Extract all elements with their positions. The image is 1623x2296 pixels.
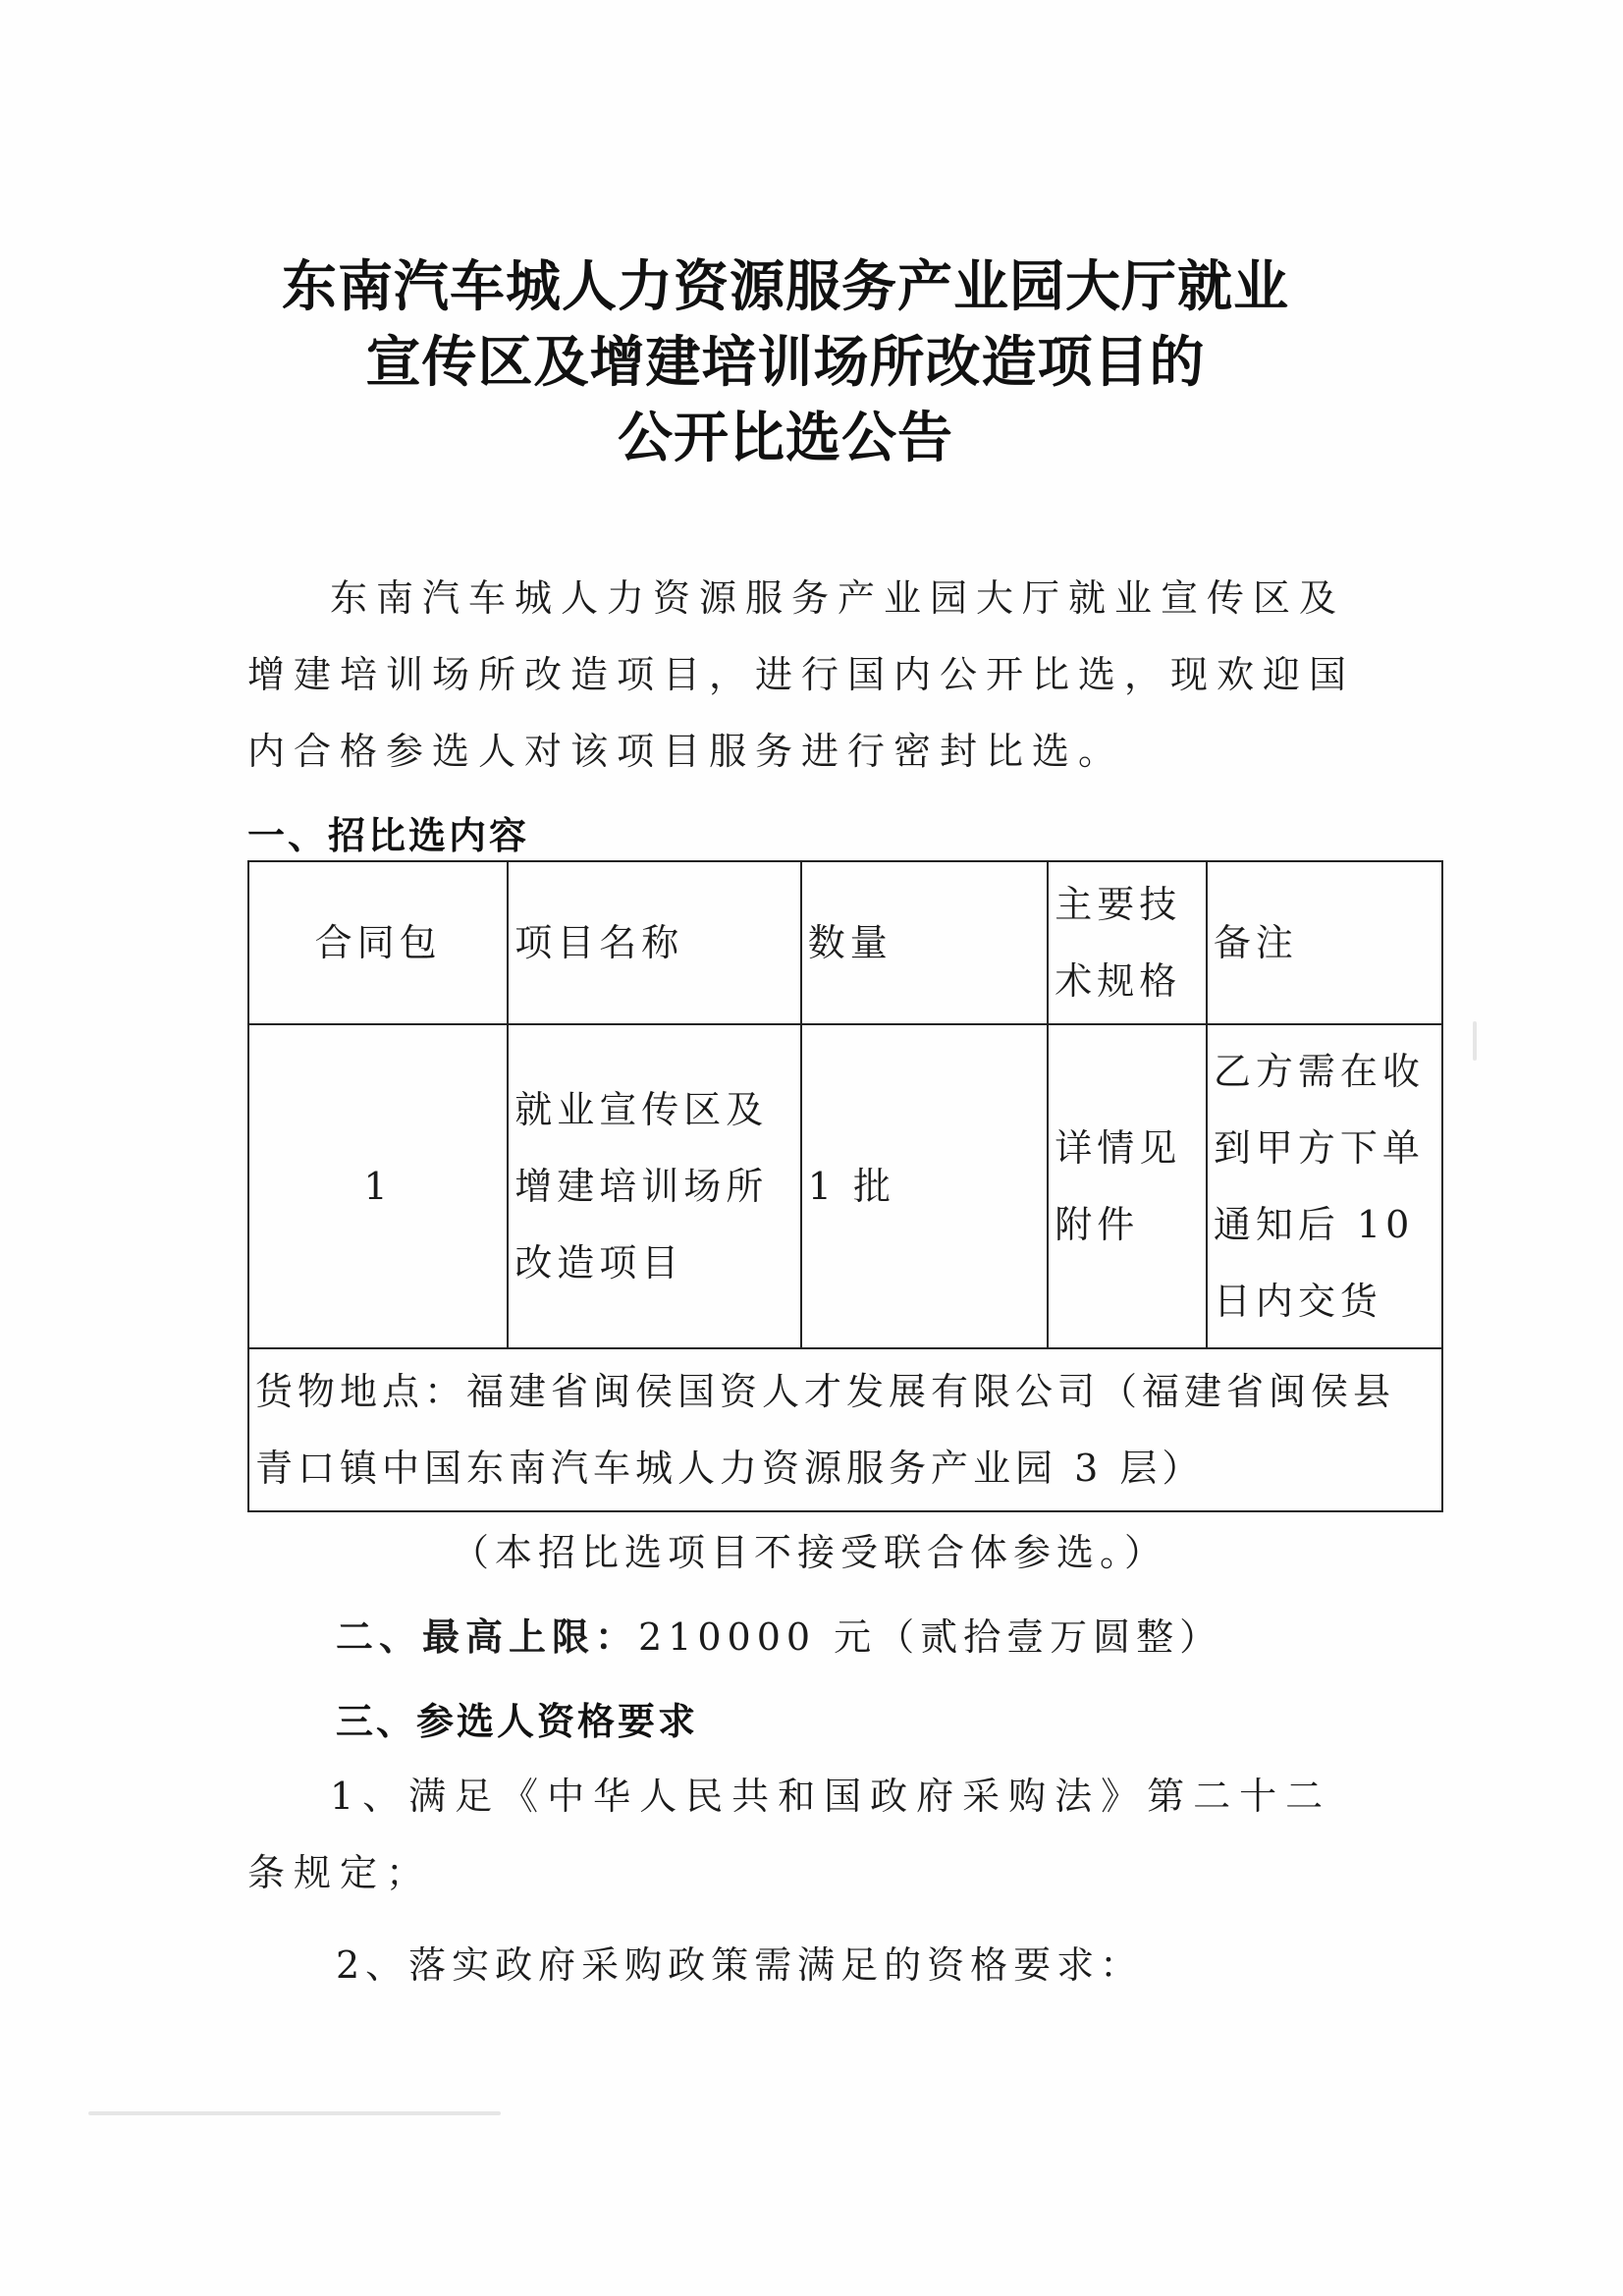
scan-artifact — [88, 2111, 501, 2115]
cell-package-number: 1 — [248, 1024, 508, 1348]
title-line-2: 宣传区及增建培训场所改造项目的 — [365, 331, 1206, 395]
section-3-heading: 三、参选人资格要求 — [336, 1700, 699, 1743]
cell-remarks: 乙方需在收到甲方下单通知后 10 日内交货 — [1207, 1024, 1442, 1348]
section-2-line — [336, 1607, 1222, 1661]
requirement-item-1: 1、满足《中华人民共和国政府采购法》第二十二条规定； — [247, 1775, 1332, 1894]
section-2-heading: 二、最高上限： — [336, 1615, 639, 1659]
table-delivery-row — [248, 1348, 1442, 1511]
cell-project-name: 就业宣传区及增建培训场所改造项目 — [508, 1024, 800, 1348]
section-2-value: 210000 元（贰拾壹万圆整） — [638, 1615, 1223, 1659]
header-contract-package: 合同包 — [248, 861, 508, 1024]
title-line-1: 东南汽车城人力资源服务产业园大厅就业 — [282, 255, 1289, 319]
table-header-row — [248, 861, 1442, 1024]
consortium-note: （本招比选项目不接受联合体参选。） — [452, 1531, 1168, 1574]
scan-artifact — [1473, 1021, 1477, 1061]
intro-paragraph: 东南汽车城人力资源服务产业园大厅就业宣传区及增建培训场所改造项目，进行国内公开比选，现欢迎国内合格参选人对该项目服务进行密封比选。 — [247, 576, 1356, 773]
requirement-item-2: 2、落实政府采购政策需满足的资格要求： — [336, 1943, 1144, 1987]
cell-delivery-location: 货物地点：福建省闽侯国资人才发展有限公司（福建省闽侯县青口镇中国东南汽车城人力资源服务产业园 3 层） — [248, 1348, 1442, 1511]
cell-quantity: 1 批 — [801, 1024, 1049, 1348]
title-line-3: 公开比选公告 — [618, 407, 953, 470]
cell-spec: 详情见附件 — [1048, 1024, 1207, 1348]
table-row — [248, 1024, 1442, 1348]
header-remarks: 备注 — [1207, 861, 1442, 1024]
content-table — [247, 860, 1443, 1512]
header-project-name: 项目名称 — [508, 861, 800, 1024]
section-1-heading: 一、招比选内容 — [247, 814, 530, 857]
header-spec: 主要技术规格 — [1048, 861, 1207, 1024]
header-quantity: 数量 — [801, 861, 1049, 1024]
